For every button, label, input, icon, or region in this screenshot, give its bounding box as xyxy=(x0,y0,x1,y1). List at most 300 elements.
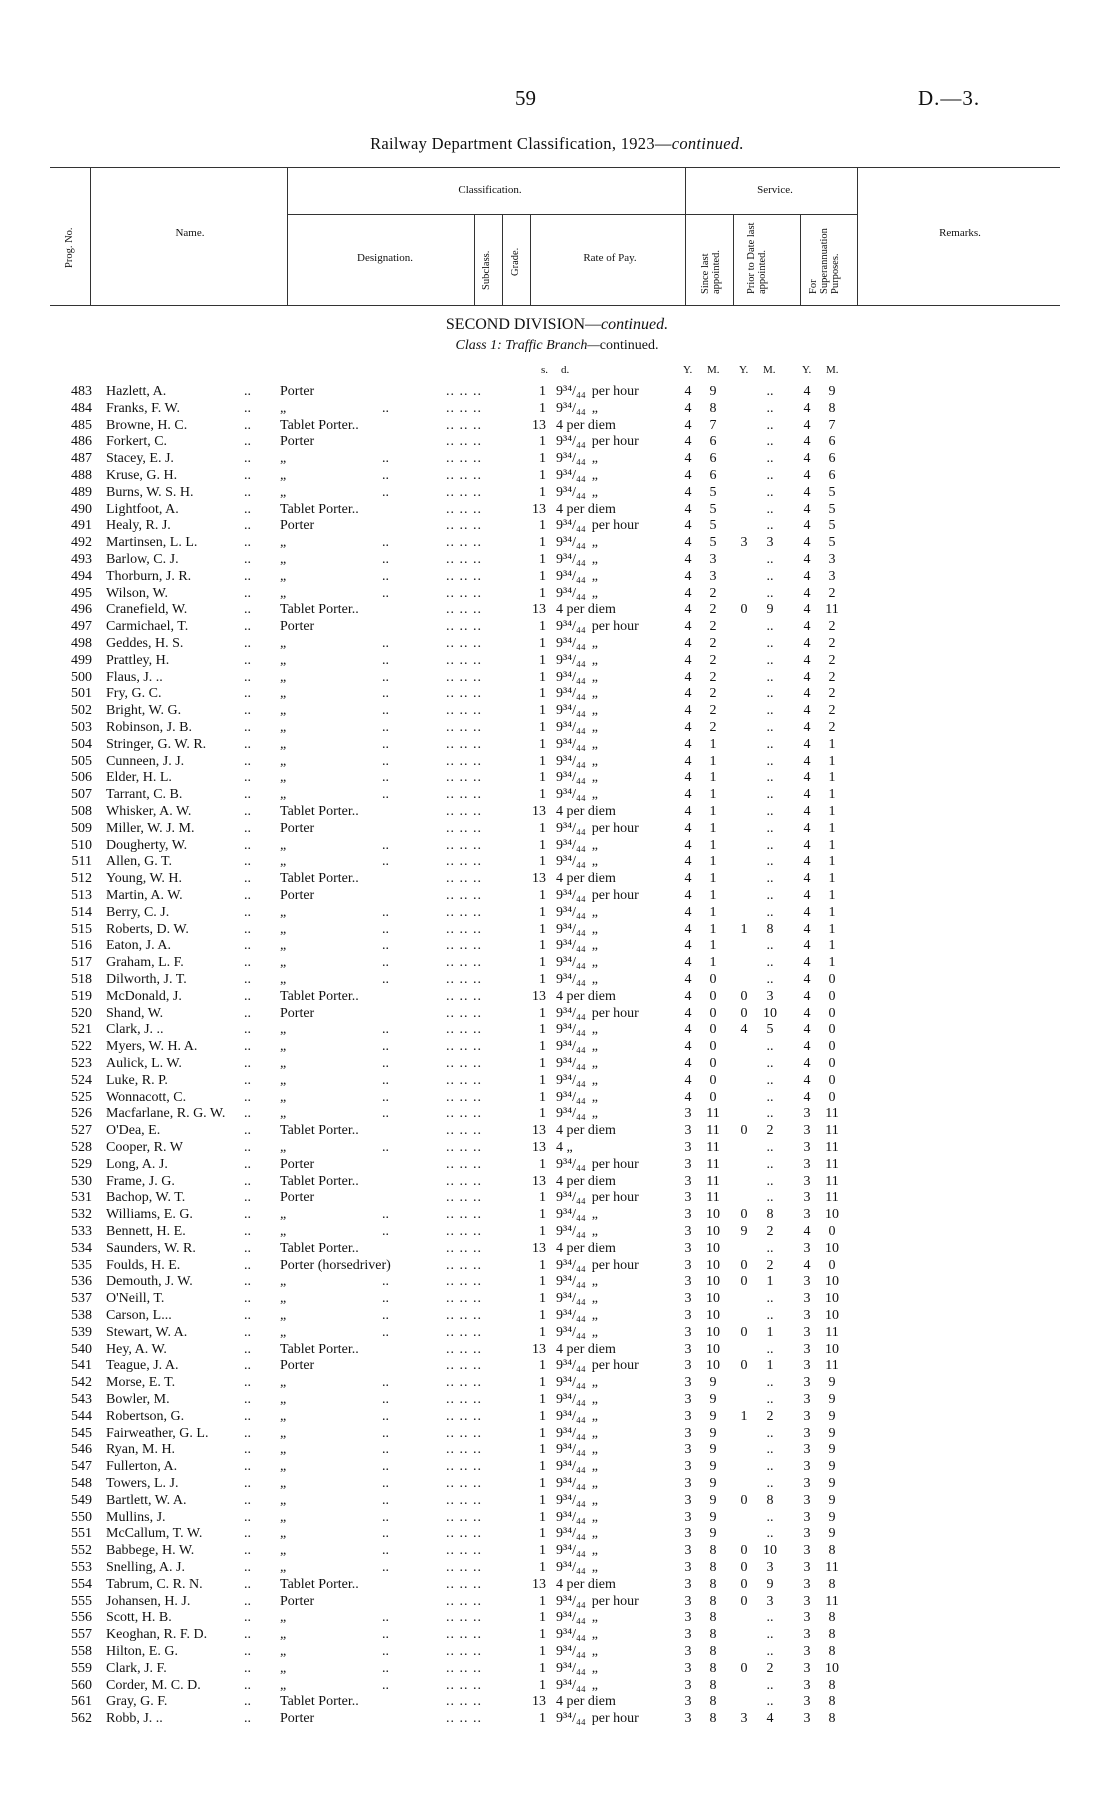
since-months: 8 xyxy=(709,1593,717,1609)
leader-dots: .. xyxy=(244,1106,251,1122)
leader-dots: .. xyxy=(244,955,251,971)
rate-fraction: 9³⁴/₄₄ xyxy=(556,1308,586,1323)
super-months: 1 xyxy=(828,938,836,954)
super-months: 8 xyxy=(828,1610,836,1626)
leader-dots: .. .. .. xyxy=(446,921,482,937)
designation: Porter xyxy=(280,1156,315,1172)
super-months: 8 xyxy=(828,1694,836,1710)
leader-dots: .. .. .. xyxy=(446,770,482,786)
rate-text xyxy=(556,586,598,602)
since-months: 11 xyxy=(706,1173,720,1189)
since-years: 4 xyxy=(684,938,692,954)
designation: „ xyxy=(280,1392,287,1407)
since-months: 9 xyxy=(709,1459,717,1475)
super-years: 4 xyxy=(803,417,811,433)
since-years: 4 xyxy=(684,552,692,567)
leader-dots: .. xyxy=(244,1156,251,1172)
rate-unit: 4 per diem xyxy=(556,988,616,1004)
super-years: 4 xyxy=(803,518,811,534)
rate-text xyxy=(556,418,616,434)
leader-dots: .. xyxy=(382,1459,389,1475)
designation: „ xyxy=(280,1375,287,1391)
leader-dots: .. .. .. xyxy=(446,1627,482,1643)
prior-months: .. xyxy=(766,1190,774,1206)
employee-name: Robinson, J. B. xyxy=(106,720,192,735)
super-years: 3 xyxy=(803,1156,811,1172)
leader-dots: .. xyxy=(244,820,251,836)
rate-shillings: 13 xyxy=(532,417,546,433)
rate-text xyxy=(556,854,598,870)
since-years: 4 xyxy=(684,854,692,870)
prog-no: 539 xyxy=(71,1324,92,1340)
leader-dots: .. xyxy=(382,720,389,735)
rate-unit: „ xyxy=(591,1610,598,1626)
leader-dots: .. .. .. xyxy=(446,955,482,971)
since-months: 11 xyxy=(706,1123,720,1139)
employee-name: Shand, W. xyxy=(106,1005,164,1021)
since-years: 3 xyxy=(684,1156,692,1172)
table-row xyxy=(0,821,1114,837)
header-prog-no: Prog. No. xyxy=(64,227,75,268)
prior-months: .. xyxy=(766,1459,774,1475)
rate-shillings: 1 xyxy=(539,568,546,584)
since-years: 4 xyxy=(684,468,692,483)
rate-text xyxy=(556,1678,598,1694)
table-row xyxy=(0,401,1114,417)
since-months: 6 xyxy=(709,451,717,467)
employee-name: Frame, J. G. xyxy=(106,1173,175,1189)
prog-no: 547 xyxy=(71,1459,92,1475)
super-months: 8 xyxy=(828,400,836,416)
employee-name: Geddes, H. S. xyxy=(106,636,184,651)
leader-dots: .. xyxy=(244,1459,251,1475)
leader-dots: .. .. .. xyxy=(446,871,482,887)
table-row xyxy=(0,938,1114,954)
leader-dots: .. xyxy=(382,1543,389,1559)
leader-dots: .. xyxy=(244,1207,251,1223)
rate-unit: per hour xyxy=(591,1257,639,1273)
super-years: 4 xyxy=(803,736,811,752)
prog-no: 536 xyxy=(71,1274,92,1290)
leader-dots: .. .. .. xyxy=(446,636,482,651)
prior-years: 0 xyxy=(740,1324,748,1340)
employee-name: Bowler, M. xyxy=(106,1392,170,1407)
table-row xyxy=(0,1274,1114,1290)
class-continued: continued. xyxy=(599,338,659,353)
super-months: 8 xyxy=(828,1543,836,1559)
leader-dots: .. .. .. xyxy=(446,535,482,551)
prior-months: .. xyxy=(766,1509,774,1525)
rate-text xyxy=(556,888,639,904)
designation: Tablet Porter.. xyxy=(280,1173,359,1189)
unit-years: Y. xyxy=(802,364,812,376)
header-subclass: Subclass. xyxy=(481,250,492,290)
rate-shillings: 13 xyxy=(532,1140,546,1155)
leader-dots: .. .. .. xyxy=(446,1123,482,1139)
rate-unit: 4 per diem xyxy=(556,1576,616,1592)
since-months: 0 xyxy=(709,1039,717,1055)
leader-dots: .. .. .. xyxy=(446,1442,482,1458)
rate-fraction: 9³⁴/₄₄ xyxy=(556,1156,586,1172)
rate-shillings: 1 xyxy=(539,1324,546,1340)
employee-name: Keoghan, R. F. D. xyxy=(106,1627,208,1643)
leader-dots: .. xyxy=(382,1677,389,1693)
table-row xyxy=(0,1073,1114,1089)
rate-fraction: 9³⁴/₄₄ xyxy=(556,1224,586,1239)
designation: Porter xyxy=(280,1711,315,1727)
leader-dots: .. .. .. xyxy=(446,1660,482,1676)
designation: „ xyxy=(280,686,287,702)
prior-years: 0 xyxy=(740,1257,748,1273)
rate-fraction: 9³⁴/₄₄ xyxy=(556,652,586,668)
rate-shillings: 1 xyxy=(539,720,546,735)
designation: Porter xyxy=(280,434,315,450)
rate-text xyxy=(556,754,598,770)
prior-months: 8 xyxy=(766,1207,774,1223)
employee-name: Johansen, H. J. xyxy=(106,1593,191,1609)
prior-months: .. xyxy=(766,400,774,416)
designation: Tablet Porter.. xyxy=(280,602,359,618)
leader-dots: .. .. .. xyxy=(446,1106,482,1122)
since-months: 0 xyxy=(709,988,717,1004)
super-years: 4 xyxy=(803,703,811,719)
employee-name: Cooper, R. W xyxy=(106,1140,183,1155)
prior-months: .. xyxy=(766,652,774,668)
prior-years: 1 xyxy=(740,921,748,937)
since-months: 1 xyxy=(709,787,717,803)
rate-fraction: 9³⁴/₄₄ xyxy=(556,552,586,567)
since-years: 3 xyxy=(684,1358,692,1374)
employee-name: Fry, G. C. xyxy=(106,686,162,702)
leader-dots: .. xyxy=(382,1492,389,1508)
rate-fraction: 9³⁴/₄₄ xyxy=(556,384,586,399)
super-months: 0 xyxy=(828,1022,836,1038)
rate-text xyxy=(556,1577,616,1593)
prog-no: 560 xyxy=(71,1677,92,1693)
rate-unit: „ xyxy=(591,1543,598,1559)
rate-unit: „ xyxy=(591,451,598,467)
leader-dots: .. .. .. xyxy=(446,1560,482,1575)
table-row xyxy=(0,552,1114,568)
super-months: 1 xyxy=(828,804,836,819)
leader-dots: .. .. .. xyxy=(446,468,482,483)
since-months: 1 xyxy=(709,753,717,769)
prior-years: 0 xyxy=(740,1207,748,1223)
leader-dots: .. xyxy=(244,552,251,567)
rate-unit: 4 per diem xyxy=(556,602,616,618)
employee-name: Bennett, H. E. xyxy=(106,1224,186,1239)
employee-name: Flaus, J. .. xyxy=(106,669,163,685)
prior-years: 4 xyxy=(740,1022,748,1038)
leader-dots: .. xyxy=(244,770,251,786)
leader-dots: .. xyxy=(244,384,251,399)
rate-text xyxy=(556,1442,598,1458)
rate-unit: „ xyxy=(591,1022,598,1038)
super-years: 3 xyxy=(803,1627,811,1643)
prior-months: .. xyxy=(766,1106,774,1122)
prog-no: 542 xyxy=(71,1375,92,1391)
prog-no: 501 xyxy=(71,686,92,702)
super-years: 4 xyxy=(803,451,811,467)
employee-name: Wonnacott, C. xyxy=(106,1089,187,1105)
leader-dots: .. .. .. xyxy=(446,1526,482,1542)
table-row xyxy=(0,1560,1114,1576)
since-months: 10 xyxy=(706,1291,720,1307)
super-months: 1 xyxy=(828,871,836,887)
rate-text xyxy=(556,636,598,652)
leader-dots: .. xyxy=(382,1022,389,1038)
since-months: 3 xyxy=(709,568,717,584)
rate-fraction: 9³⁴/₄₄ xyxy=(556,1509,586,1525)
leader-dots: .. xyxy=(382,1442,389,1458)
rate-shillings: 1 xyxy=(539,1425,546,1441)
employee-name: Hazlett, A. xyxy=(106,384,167,399)
since-months: 0 xyxy=(709,1072,717,1088)
since-years: 4 xyxy=(684,384,692,399)
leader-dots: .. xyxy=(244,703,251,719)
super-years: 3 xyxy=(803,1341,811,1357)
prior-months: .. xyxy=(766,804,774,819)
super-months: 9 xyxy=(828,1509,836,1525)
prior-years: 0 xyxy=(740,1593,748,1609)
leader-dots: .. xyxy=(244,1291,251,1307)
designation: „ xyxy=(280,1442,287,1458)
since-years: 4 xyxy=(684,703,692,719)
rate-text xyxy=(556,737,598,753)
designation: Porter xyxy=(280,820,315,836)
rate-shillings: 13 xyxy=(532,602,546,618)
designation: Porter xyxy=(280,518,315,534)
rate-text xyxy=(556,955,598,971)
employee-name: Cranefield, W. xyxy=(106,602,188,618)
table-row xyxy=(0,670,1114,686)
designation: „ xyxy=(280,1492,287,1508)
since-years: 4 xyxy=(684,720,692,735)
since-years: 4 xyxy=(684,535,692,551)
rate-shillings: 1 xyxy=(539,1677,546,1693)
super-months: 1 xyxy=(828,820,836,836)
leader-dots: .. xyxy=(382,1207,389,1223)
since-years: 3 xyxy=(684,1476,692,1491)
header-grade: Grade. xyxy=(510,247,521,276)
table-row xyxy=(0,1308,1114,1324)
leader-dots: .. xyxy=(244,888,251,903)
rate-shillings: 1 xyxy=(539,1308,546,1323)
designation: „ xyxy=(280,703,287,719)
leader-dots: .. xyxy=(382,770,389,786)
employee-name: Robertson, G. xyxy=(106,1408,185,1424)
rate-text xyxy=(556,569,598,585)
since-months: 1 xyxy=(709,871,717,887)
super-years: 4 xyxy=(803,400,811,416)
employee-name: Dilworth, J. T. xyxy=(106,972,187,987)
leader-dots: .. xyxy=(244,1190,251,1206)
rate-shillings: 1 xyxy=(539,1509,546,1525)
leader-dots: .. xyxy=(244,652,251,668)
rate-unit: 4 per diem xyxy=(556,1173,616,1189)
prior-months: 2 xyxy=(766,1224,774,1239)
prog-no: 498 xyxy=(71,636,92,651)
leader-dots: .. xyxy=(382,1308,389,1323)
super-months: 1 xyxy=(828,770,836,786)
super-months: 11 xyxy=(825,602,839,618)
leader-dots: .. .. .. xyxy=(446,1593,482,1609)
employee-name: Thorburn, J. R. xyxy=(106,568,192,584)
super-months: 1 xyxy=(828,753,836,769)
rate-shillings: 1 xyxy=(539,1190,546,1206)
employee-name: Cunneen, J. J. xyxy=(106,753,185,769)
prior-months: 9 xyxy=(766,1576,774,1592)
since-years: 3 xyxy=(684,1610,692,1626)
super-years: 3 xyxy=(803,1560,811,1575)
header-designation: Designation. xyxy=(357,252,413,264)
since-years: 3 xyxy=(684,1627,692,1643)
rate-shillings: 1 xyxy=(539,468,546,483)
super-years: 3 xyxy=(803,1375,811,1391)
super-months: 0 xyxy=(828,1089,836,1105)
rate-unit: „ xyxy=(591,1207,598,1223)
table-row xyxy=(0,1006,1114,1022)
leader-dots: .. xyxy=(244,1644,251,1659)
rate-text xyxy=(556,1090,598,1106)
rate-text xyxy=(556,1342,616,1358)
leader-dots: .. .. .. xyxy=(446,1257,482,1273)
super-years: 4 xyxy=(803,972,811,987)
rate-unit: per hour xyxy=(591,1711,639,1727)
leader-dots: .. .. .. xyxy=(446,1324,482,1340)
leader-dots: .. xyxy=(244,619,251,635)
super-months: 2 xyxy=(828,619,836,635)
employee-name: Forkert, C. xyxy=(106,434,168,450)
designation: „ xyxy=(280,1224,287,1239)
leader-dots: .. xyxy=(382,1072,389,1088)
designation: „ xyxy=(280,1627,287,1643)
prog-no: 551 xyxy=(71,1526,92,1542)
employee-name: Gray, G. F. xyxy=(106,1694,168,1710)
rate-shillings: 1 xyxy=(539,1660,546,1676)
designation: „ xyxy=(280,1106,287,1122)
since-years: 3 xyxy=(684,1711,692,1727)
employee-name: Tarrant, C. B. xyxy=(106,787,183,803)
rate-shillings: 1 xyxy=(539,1610,546,1626)
prior-months: 8 xyxy=(766,921,774,937)
prior-months: .. xyxy=(766,972,774,987)
designation: „ xyxy=(280,1560,287,1575)
rate-shillings: 1 xyxy=(539,585,546,601)
rate-text xyxy=(556,1022,598,1038)
super-years: 3 xyxy=(803,1593,811,1609)
since-months: 1 xyxy=(709,938,717,954)
rate-shillings: 13 xyxy=(532,1240,546,1256)
rate-text xyxy=(556,1258,639,1274)
rate-unit: „ xyxy=(591,585,598,601)
table-row xyxy=(0,989,1114,1005)
leader-dots: .. .. .. xyxy=(446,938,482,954)
table-row xyxy=(0,871,1114,887)
rate-text xyxy=(556,1106,598,1122)
prior-months: .. xyxy=(766,1173,774,1189)
designation: „ xyxy=(280,1644,287,1659)
rate-shillings: 1 xyxy=(539,753,546,769)
rate-unit: „ xyxy=(591,1459,598,1475)
rate-shillings: 13 xyxy=(532,1173,546,1189)
leader-dots: .. xyxy=(244,1123,251,1139)
prior-years: 0 xyxy=(740,1005,748,1021)
super-months: 5 xyxy=(828,501,836,517)
unit-months: M. xyxy=(763,364,776,376)
since-years: 4 xyxy=(684,837,692,853)
super-years: 3 xyxy=(803,1392,811,1407)
rate-fraction: 9³⁴/₄₄ xyxy=(556,568,586,584)
prog-no: 537 xyxy=(71,1291,92,1307)
header-prior-to-date: Prior to Date last appointed. xyxy=(746,222,769,294)
super-months: 10 xyxy=(825,1207,839,1223)
rate-unit: 4 per diem xyxy=(556,1123,616,1139)
table-row xyxy=(0,905,1114,921)
header-classification: Classification. xyxy=(458,184,522,196)
rate-text xyxy=(556,1308,598,1324)
leader-dots: .. .. .. xyxy=(446,1543,482,1559)
super-months: 2 xyxy=(828,686,836,702)
leader-dots: .. xyxy=(244,1257,251,1273)
leader-dots: .. xyxy=(382,1140,389,1155)
employee-name: Hilton, E. G. xyxy=(106,1644,178,1659)
prior-months: 3 xyxy=(766,1560,774,1575)
leader-dots: .. xyxy=(382,1291,389,1307)
since-years: 4 xyxy=(684,921,692,937)
employee-name: Snelling, A. J. xyxy=(106,1560,185,1575)
prior-months: .. xyxy=(766,552,774,567)
table-row xyxy=(0,1090,1114,1106)
prior-months: .. xyxy=(766,1240,774,1256)
rate-text xyxy=(556,804,616,820)
since-years: 4 xyxy=(684,1039,692,1055)
rate-shillings: 1 xyxy=(539,904,546,920)
since-years: 3 xyxy=(684,1392,692,1407)
prior-months: .. xyxy=(766,753,774,769)
unit-months: M. xyxy=(707,364,720,376)
prior-months: .. xyxy=(766,1627,774,1643)
table-row xyxy=(0,1174,1114,1190)
super-years: 3 xyxy=(803,1711,811,1727)
prog-no: 497 xyxy=(71,619,92,635)
leader-dots: .. xyxy=(244,1274,251,1290)
employee-name: Bright, W. G. xyxy=(106,703,182,719)
super-months: 2 xyxy=(828,720,836,735)
rate-text xyxy=(556,1039,598,1055)
since-months: 9 xyxy=(709,1425,717,1441)
since-years: 4 xyxy=(684,518,692,534)
since-years: 4 xyxy=(684,753,692,769)
designation: Tablet Porter.. xyxy=(280,1576,359,1592)
table-row xyxy=(0,1358,1114,1374)
rate-shillings: 13 xyxy=(532,988,546,1004)
table-row xyxy=(0,619,1114,635)
table-row xyxy=(0,838,1114,854)
rate-text xyxy=(556,770,598,786)
leader-dots: .. xyxy=(244,1140,251,1155)
rate-shillings: 1 xyxy=(539,1644,546,1659)
rate-shillings: 1 xyxy=(539,1627,546,1643)
since-years: 3 xyxy=(684,1644,692,1659)
super-years: 4 xyxy=(803,484,811,500)
leader-dots: .. xyxy=(382,484,389,500)
since-months: 1 xyxy=(709,854,717,870)
since-months: 2 xyxy=(709,602,717,618)
leader-dots: .. xyxy=(382,1375,389,1391)
since-years: 3 xyxy=(684,1140,692,1155)
rate-unit: per hour xyxy=(591,1156,639,1172)
